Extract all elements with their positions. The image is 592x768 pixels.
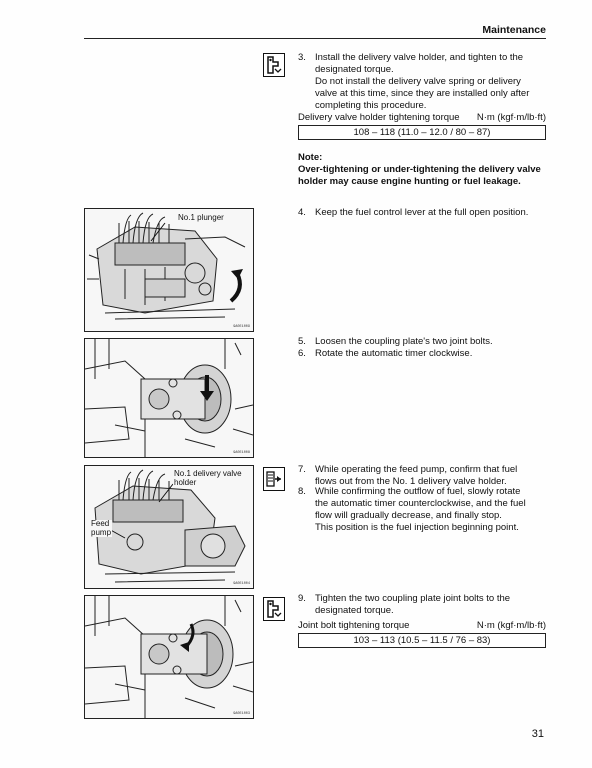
figure-delivery-valve-holder: [84, 465, 254, 589]
step-8: [298, 486, 546, 536]
figure-automatic-timer: [84, 338, 254, 458]
step-3-line-5: completing this procedure.: [315, 100, 427, 111]
step-3: [298, 52, 546, 112]
callout-line-1: Feed: [91, 519, 110, 528]
step-8-line-4: This position is the fuel injection beginning point.: [315, 522, 519, 533]
step-8-line-3: flow will gradually decrease, and finally stop.: [315, 510, 502, 521]
note-title: Note:: [298, 152, 323, 163]
step-7-line-2: flows out from the No. 1 delivery valve holder.: [315, 476, 507, 487]
step-8-line-1: While confirming the outflow of fuel, slowly rotate: [315, 486, 521, 497]
figure-code: 9A0E1004: [233, 582, 250, 586]
step-6-line-1: Rotate the automatic timer clockwise.: [315, 348, 473, 359]
note-line-2: holder may cause engine hunting or fuel leakage.: [298, 176, 521, 187]
step-number: 3.: [298, 52, 306, 63]
step-4: [298, 207, 546, 221]
torque-label: Joint bolt tightening torque: [298, 620, 410, 631]
page-number: 31: [531, 728, 544, 740]
step-9-line-2: designated torque.: [315, 605, 394, 616]
callout-line-2: holder: [174, 477, 197, 487]
step-number: 4.: [298, 207, 306, 218]
torque-unit: N·m (kgf·m/lb·ft): [476, 620, 546, 631]
step-number: 7.: [298, 464, 306, 475]
torque-wrench-icon: [263, 597, 285, 621]
figure-code: 9A0E1008: [233, 451, 250, 455]
note-block: [298, 152, 546, 192]
torque-unit: N·m (kgf·m/lb·ft): [476, 112, 546, 123]
torque-value-box: 103 – 113 (10.5 – 11.5 / 76 – 83): [298, 633, 546, 648]
step-number: 9.: [298, 593, 306, 604]
figure-coupling-plate-bolts: [84, 595, 254, 719]
torque-value-box: 108 – 118 (11.0 – 12.0 / 80 – 87): [298, 125, 546, 140]
torque-wrench-icon: [263, 53, 285, 77]
section-title: Maintenance: [482, 24, 546, 36]
step-number: 5.: [298, 336, 306, 347]
step-3-line-1: Install the delivery valve holder, and tighten to the: [315, 52, 524, 63]
step-7-line-1: While operating the feed pump, confirm that fuel: [315, 464, 518, 475]
torque-spec-2: [298, 620, 546, 650]
callout-delivery-valve-holder: [173, 470, 243, 487]
figure-code: 9A0E1009: [233, 325, 250, 329]
step-3-line-2: designated torque.: [315, 64, 394, 75]
step-3-line-4: valve at this time, since they are installed only after: [315, 88, 530, 99]
callout-line-2: pump: [91, 527, 112, 537]
step-5-line-1: Loosen the coupling plate's two joint bolts.: [315, 336, 493, 347]
torque-label: Delivery valve holder tightening torque: [298, 112, 460, 123]
torque-spec-1: [298, 112, 546, 142]
step-4-line-1: Keep the fuel control lever at the full open position.: [315, 207, 529, 218]
note-line-1: Over-tightening or under-tightening the delivery valve: [298, 164, 541, 175]
step-3-line-3: Do not install the delivery valve spring or delivery: [315, 76, 521, 87]
callout-feed-pump: [90, 520, 112, 537]
callout-line-1: No.1 delivery valve: [174, 469, 242, 478]
injection-check-icon: [263, 467, 285, 491]
step-6: [298, 348, 546, 361]
step-number: 6.: [298, 348, 306, 359]
step-number: 8.: [298, 486, 306, 497]
header-rule: [84, 38, 546, 39]
step-9: [298, 593, 546, 619]
callout-no1-plunger: No.1 plunger: [178, 213, 224, 222]
step-8-line-2: the automatic timer counterclockwise, and the fuel: [315, 498, 526, 509]
figure-no1-plunger: [84, 208, 254, 332]
figure-code: 9A0E1003: [233, 712, 250, 716]
step-9-line-1: Tighten the two coupling plate joint bolts to the: [315, 593, 511, 604]
